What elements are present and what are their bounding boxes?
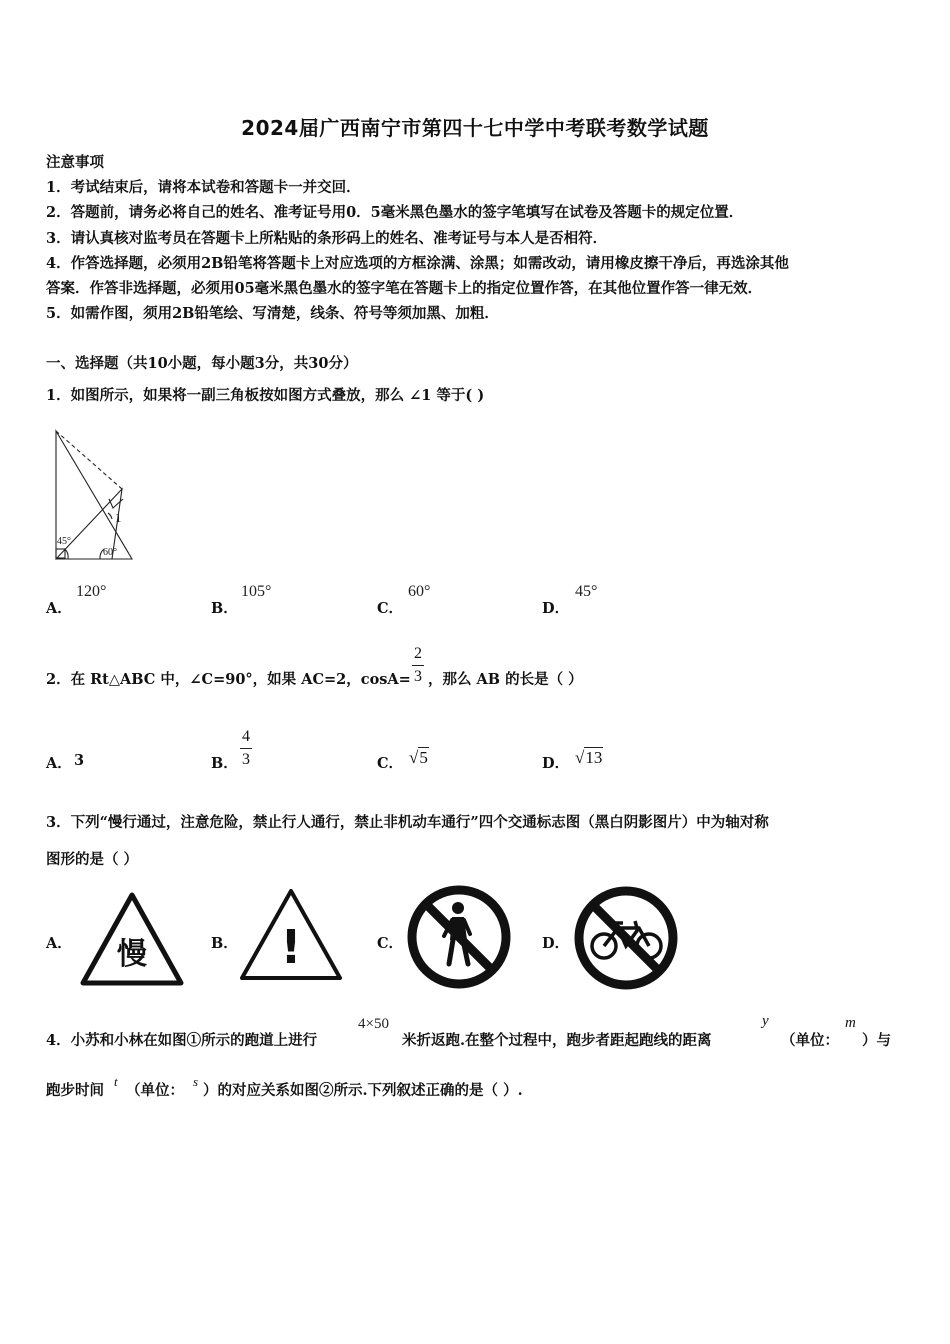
q2-option-b-denominator: 3 — [242, 751, 250, 768]
q2-option-d-letter: D． — [542, 755, 570, 772]
cos-fraction-numerator: 2 — [412, 643, 424, 666]
notice-item: 5．如需作图，须用2B铅笔绘、写清楚，线条、符号等须加黑、加粗． — [46, 305, 499, 322]
q3-option-a-letter: A． — [46, 935, 72, 952]
no-pedestrian-sign-icon — [406, 884, 512, 990]
angle-60-label: 60° — [103, 547, 117, 558]
page-title: 2024届广西南宁市第四十七中学中考联考数学试题 — [241, 116, 709, 140]
question-2-text-before: 2．在 Rt△ABC 中，∠C=90°，如果 AC=2，cosA= — [46, 671, 411, 688]
q4-unit-s: s — [193, 1074, 199, 1089]
q1-option-d-value: 45° — [575, 583, 598, 600]
q2-option-c-radicand: 5 — [419, 748, 428, 767]
q1-option-a-value: 120° — [76, 583, 107, 600]
question-3-line-1: 3．下列“慢行通过，注意危险，禁止行人通行，禁止非机动车通行”四个交通标志图（黑白阴影图片）中为轴对称 — [46, 814, 769, 831]
q4-var-t: t — [114, 1074, 118, 1089]
q2-option-b-numerator: 4 — [240, 726, 252, 749]
question-4-line-2-part-1: 跑步时间 — [46, 1082, 104, 1099]
q4-var-y: y — [762, 1013, 769, 1029]
question-4-line-2-part-2: （单位： — [126, 1082, 184, 1099]
notice-item: 3．请认真核对监考员在答题卡上所粘贴的条形码上的姓名、准考证号与本人是否相符． — [46, 230, 608, 247]
notice-item: 1．考试结束后，请将本试卷和答题卡一并交回． — [46, 179, 361, 196]
section-heading: 一、选择题（共10小题，每小题3分，共30分） — [46, 355, 358, 372]
question-4-part-1: 4．小苏和小林在如图①所示的跑道上进行 — [46, 1032, 318, 1049]
question-4-line-2-part-3: ）的对应关系如图②所示.下列叙述正确的是（ ）. — [203, 1082, 523, 1099]
angle-1-label: 1 — [115, 510, 122, 525]
q2-option-a-value: 3 — [74, 752, 85, 769]
q1-option-b-value: 105° — [241, 583, 272, 600]
q1-option-c-value: 60° — [408, 583, 431, 600]
q3-option-c-letter: C． — [377, 935, 404, 952]
q2-option-b-letter: B． — [211, 755, 238, 772]
triangle-figure — [46, 425, 141, 565]
cos-fraction-denominator: 3 — [414, 668, 422, 685]
slow-sign-icon — [80, 892, 184, 986]
q2-option-c-sqrt: √5 — [409, 748, 428, 767]
question-3-line-2: 图形的是（ ） — [46, 851, 139, 868]
cos-fraction — [412, 643, 424, 688]
q2-option-b-fraction — [240, 726, 252, 771]
question-1-text: 1．如图所示，如果将一副三角板按如图方式叠放，那么 ∠1 等于( ) — [46, 387, 485, 404]
q3-option-d-letter: D． — [542, 935, 570, 952]
q2-option-d-radicand: 13 — [585, 748, 603, 767]
notice-heading: 注意事项 — [46, 154, 104, 171]
q4-unit-m: m — [845, 1015, 856, 1031]
q1-option-d-letter: D． — [542, 600, 570, 617]
q2-option-a-letter: A． — [46, 755, 72, 772]
question-4-part-3: （单位： — [781, 1032, 839, 1049]
question-4-part-2: 米折返跑.在整个过程中，跑步者距起跑线的距离 — [402, 1032, 712, 1049]
q1-option-a-letter: A． — [46, 600, 72, 617]
q3-option-b-letter: B． — [211, 935, 238, 952]
danger-sign-icon — [240, 887, 343, 982]
angle-45-label: 45° — [57, 536, 71, 547]
no-bicycle-sign-icon — [573, 885, 679, 991]
q2-option-d-sqrt: √13 — [575, 748, 603, 767]
q2-option-c-letter: C． — [377, 755, 404, 772]
danger-sign-text: ! — [280, 920, 302, 974]
slow-sign-text: 慢 — [117, 937, 147, 972]
question-4-part-4: ）与 — [862, 1032, 891, 1049]
notice-item: 4．作答选择题，必须用2B铅笔将答题卡上对应选项的方框涂满、涂黑；如需改动，请用橡皮擦干净后，再选涂其他 — [46, 255, 789, 272]
q4-expression: 4×50 — [358, 1016, 389, 1032]
q1-option-c-letter: C． — [377, 600, 404, 617]
notice-item: 答案．作答非选择题，必须用05毫米黑色墨水的签字笔在答题卡上的指定位置作答，在其他位置作答一律无效． — [46, 280, 763, 297]
q1-option-b-letter: B． — [211, 600, 238, 617]
notice-item: 2．答题前，请务必将自己的姓名、准考证号用0．5毫米黑色墨水的签字笔填写在试卷及答题卡的规定位置． — [46, 204, 744, 221]
question-2-text-after: ，那么 AB 的长是（ ） — [428, 671, 583, 688]
